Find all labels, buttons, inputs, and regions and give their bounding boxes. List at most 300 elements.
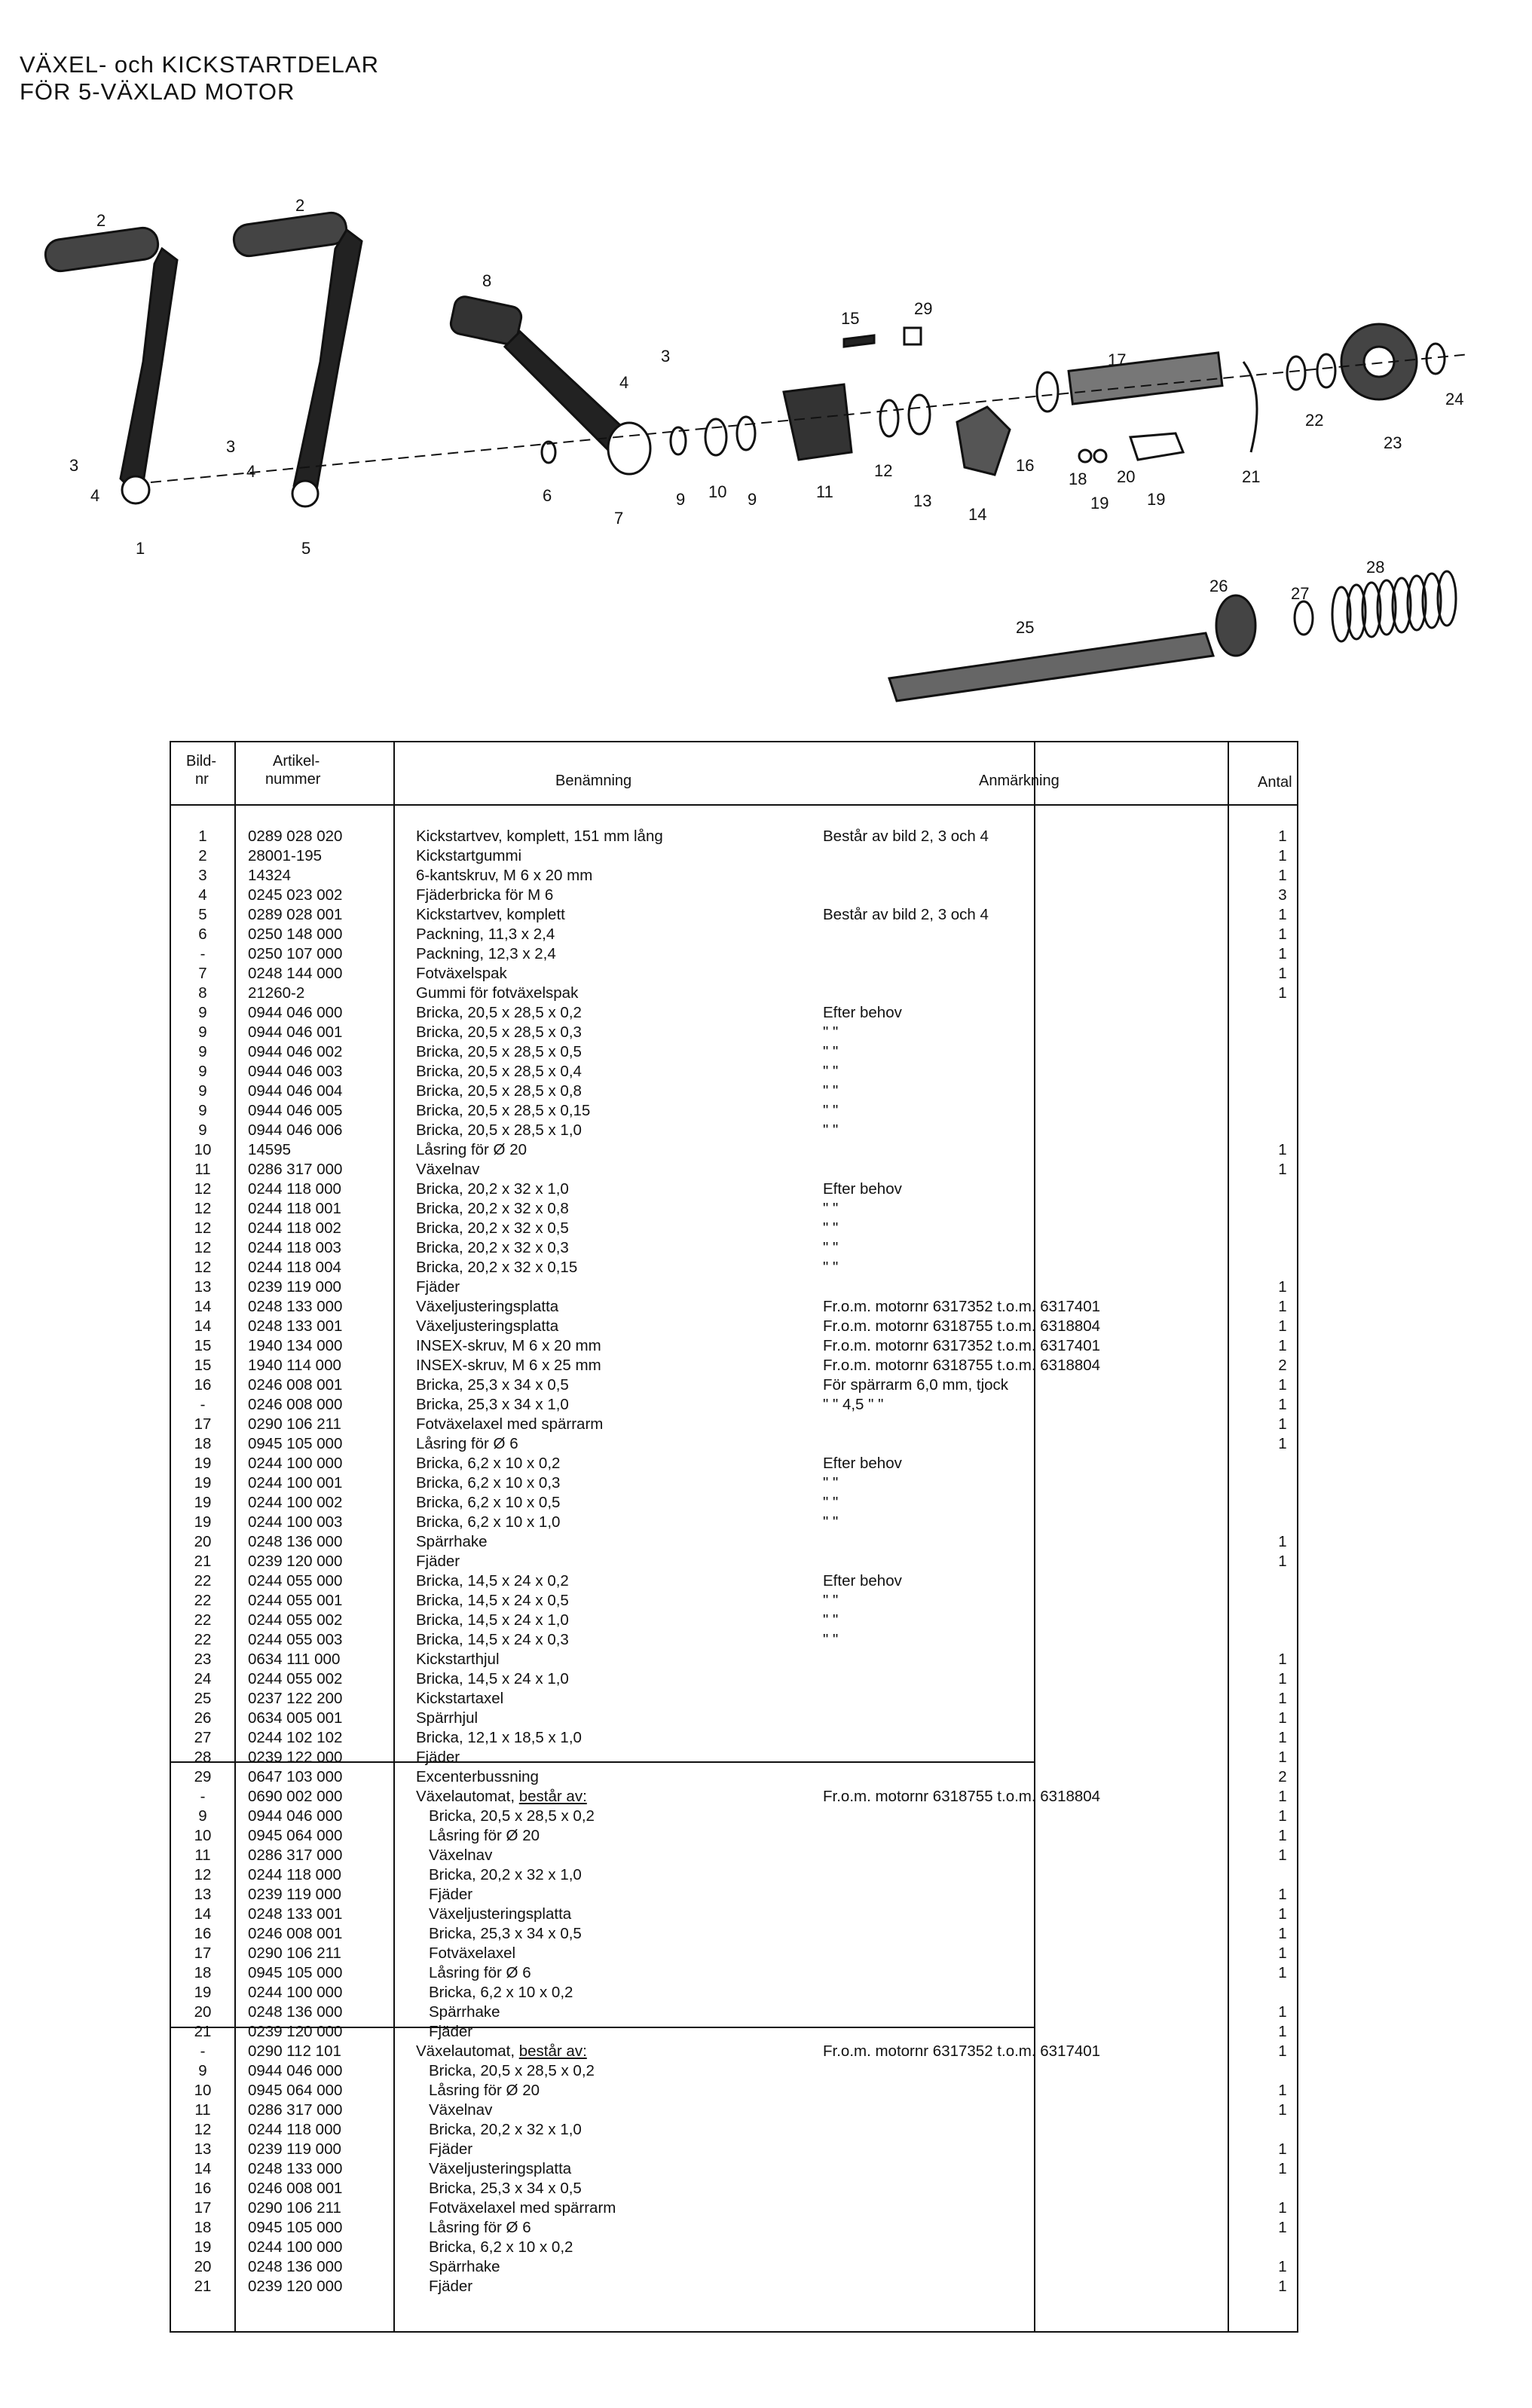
row-antal: 1 xyxy=(1278,945,1287,962)
row-artikelnummer: 28001-195 xyxy=(248,847,323,864)
row-anmarkning: " " xyxy=(823,1474,839,1492)
row-artikelnummer: 0246 008 000 xyxy=(248,1396,343,1413)
table-row xyxy=(171,1630,1297,1650)
table-row xyxy=(171,1062,1297,1082)
row-artikelnummer: 0239 119 000 xyxy=(248,2140,341,2158)
table-row xyxy=(171,1160,1297,1180)
row-benamning: Bricka, 20,2 x 32 x 1,0 xyxy=(429,1866,582,1883)
table-row xyxy=(171,1356,1297,1375)
row-bild-nr: 17 xyxy=(194,1415,212,1433)
row-benamning: Bricka, 14,5 x 24 x 1,0 xyxy=(416,1670,569,1687)
row-artikelnummer: 0244 100 003 xyxy=(248,1513,343,1531)
row-antal: 1 xyxy=(1278,906,1287,923)
row-artikelnummer: 0244 118 000 xyxy=(248,1180,341,1198)
row-artikelnummer: 0244 055 002 xyxy=(248,1611,343,1629)
row-artikelnummer: 0248 133 001 xyxy=(248,1905,343,1923)
kickstart-lever-1-drawing xyxy=(44,226,177,503)
row-artikelnummer: 0237 122 200 xyxy=(248,1690,343,1707)
row-benamning: Bricka, 14,5 x 24 x 0,2 xyxy=(416,1572,569,1590)
row-bild-nr: 13 xyxy=(194,1886,212,1903)
row-artikelnummer: 0286 317 000 xyxy=(248,1847,343,1864)
row-bild-nr: 21 xyxy=(194,2278,212,2295)
row-benamning: Gummi för fotväxelspak xyxy=(416,984,579,1002)
row-artikelnummer: 0945 064 000 xyxy=(248,2082,343,2099)
row-antal: 1 xyxy=(1278,1337,1287,1354)
row-bild-nr: 12 xyxy=(194,1259,212,1276)
row-antal: 1 xyxy=(1278,1729,1287,1746)
row-anmarkning: " " xyxy=(823,1121,839,1139)
header-bild-2: nr xyxy=(195,771,209,788)
row-artikelnummer: 0944 046 000 xyxy=(248,1004,343,1021)
row-bild-nr: 19 xyxy=(194,1984,212,2001)
row-artikelnummer: 0246 008 001 xyxy=(248,1376,343,1394)
diagram-label: 8 xyxy=(482,271,492,290)
header-anmarkning: Anmärkning xyxy=(979,773,1060,789)
row-artikelnummer: 0245 023 002 xyxy=(248,886,343,904)
row-bild-nr: 9 xyxy=(198,2062,207,2079)
row-benamning: Bricka, 20,5 x 28,5 x 0,3 xyxy=(416,1023,582,1041)
diagram-label: 19 xyxy=(1090,494,1109,513)
row-benamning: Låsring för Ø 6 xyxy=(429,1964,531,1981)
row-bild-nr: 21 xyxy=(194,1553,212,1570)
table-row xyxy=(171,1415,1297,1434)
row-bild-nr: 29 xyxy=(194,1768,212,1785)
table-row xyxy=(171,1473,1297,1493)
diagram-label: 28 xyxy=(1366,558,1385,577)
row-anmarkning: Består av bild 2, 3 och 4 xyxy=(823,906,989,923)
row-bild-nr: 19 xyxy=(194,1474,212,1492)
row-bild-nr: 27 xyxy=(194,1729,212,1746)
row-bild-nr: 21 xyxy=(194,2023,212,2040)
group-title: Växelautomat, xyxy=(416,1788,519,1805)
row-artikelnummer: 0290 106 211 xyxy=(248,1415,341,1433)
row-benamning: Fjäder xyxy=(429,1886,473,1903)
diagram-label: 1 xyxy=(136,539,145,558)
table-row xyxy=(171,1571,1297,1591)
table-row xyxy=(171,1611,1297,1630)
row-artikelnummer: 0248 136 000 xyxy=(248,1533,343,1550)
table-row xyxy=(171,1454,1297,1473)
table-row xyxy=(171,1493,1297,1513)
row-anmarkning: Fr.o.m. motornr 6318755 t.o.m. 6318804 xyxy=(823,1788,1101,1805)
row-artikelnummer: 0286 317 000 xyxy=(248,2101,343,2119)
row-benamning: Växelnav xyxy=(429,2101,493,2119)
table-row xyxy=(171,1826,1297,1846)
row-antal: 1 xyxy=(1278,1317,1287,1335)
group-title-consists-of: består av: xyxy=(518,1788,587,1805)
row-bild-nr: 17 xyxy=(194,2199,212,2217)
spring-28-drawing xyxy=(1332,571,1456,641)
row-benamning: 6-kantskruv, M 6 x 20 mm xyxy=(416,867,593,884)
table-row xyxy=(171,1963,1297,1983)
row-bild-nr: - xyxy=(200,1396,206,1413)
row-benamning: Bricka, 20,2 x 32 x 0,8 xyxy=(416,1200,569,1217)
table-row xyxy=(171,1336,1297,1356)
row-anmarkning: " " xyxy=(823,1259,839,1276)
row-anmarkning: Efter behov xyxy=(823,1455,902,1472)
row-artikelnummer: 1940 114 000 xyxy=(248,1357,341,1374)
row-bild-nr: 9 xyxy=(198,1043,207,1060)
diagram-label: 19 xyxy=(1147,490,1166,509)
diagram-label: 24 xyxy=(1445,390,1464,408)
row-bild-nr: 10 xyxy=(194,1827,212,1844)
diagram-label: 7 xyxy=(614,509,624,528)
table-row xyxy=(171,2081,1297,2100)
table-row xyxy=(171,1121,1297,1140)
row-antal: 1 xyxy=(1278,2278,1287,2295)
row-bild-nr: 9 xyxy=(198,1121,207,1139)
row-artikelnummer: 0246 008 001 xyxy=(248,1925,343,1942)
row-artikelnummer: 0248 136 000 xyxy=(248,2258,343,2275)
row-benamning: Låsring för Ø 20 xyxy=(416,1141,527,1158)
row-antal: 1 xyxy=(1278,2199,1287,2217)
row-bild-nr: 6 xyxy=(198,926,207,943)
row-antal: 1 xyxy=(1278,1749,1287,1766)
row-artikelnummer: 0634 005 001 xyxy=(248,1709,343,1727)
row-artikelnummer: 0289 028 001 xyxy=(248,906,343,923)
row-anmarkning: Fr.o.m. motornr 6317352 t.o.m. 6317401 xyxy=(823,2042,1101,2060)
row-benamning: Bricka, 14,5 x 24 x 1,0 xyxy=(416,1611,569,1629)
row-bild-nr: 1 xyxy=(198,828,207,845)
table-row xyxy=(171,1180,1297,1199)
row-artikelnummer: 0244 118 000 xyxy=(248,1866,341,1883)
title-line-2: FÖR 5-VÄXLAD MOTOR xyxy=(20,78,295,105)
diagram-label: 10 xyxy=(708,482,727,501)
row-benamning: Växelnav xyxy=(429,1847,493,1864)
row-bild-nr: 20 xyxy=(194,2003,212,2021)
row-artikelnummer: 14324 xyxy=(248,867,292,884)
table-row xyxy=(171,2277,1297,2296)
row-bild-nr: 12 xyxy=(194,1866,212,1883)
row-antal: 1 xyxy=(1278,2258,1287,2275)
row-anmarkning: Efter behov xyxy=(823,1004,902,1021)
row-artikelnummer: 0944 046 006 xyxy=(248,1121,343,1139)
table-row xyxy=(171,1865,1297,1885)
table-row xyxy=(171,944,1297,964)
row-anmarkning: " " 4,5 " " xyxy=(823,1396,884,1413)
row-antal: 1 xyxy=(1278,1278,1287,1296)
row-bild-nr: 5 xyxy=(198,906,207,923)
row-anmarkning: " " xyxy=(823,1592,839,1609)
row-antal: 1 xyxy=(1278,1396,1287,1413)
row-antal: 1 xyxy=(1278,1886,1287,1903)
table-row xyxy=(171,1767,1297,1787)
row-anmarkning: " " xyxy=(823,1200,839,1217)
row-benamning: Bricka, 20,2 x 32 x 1,0 xyxy=(429,2121,582,2138)
row-artikelnummer: 0248 133 001 xyxy=(248,1317,343,1335)
table-row xyxy=(171,2003,1297,2022)
table-row xyxy=(171,1375,1297,1395)
row-bild-nr: 9 xyxy=(198,1004,207,1021)
row-bild-nr: 22 xyxy=(194,1592,212,1609)
row-bild-nr: 14 xyxy=(194,1905,212,1923)
row-benamning: Bricka, 25,3 x 34 x 0,5 xyxy=(429,1925,582,1942)
row-artikelnummer: 0945 105 000 xyxy=(248,1435,343,1452)
row-benamning: Fjäder xyxy=(429,2278,473,2295)
row-benamning: Fotväxelaxel med spärrarm xyxy=(429,2199,616,2217)
row-benamning: Bricka, 20,5 x 28,5 x 0,15 xyxy=(416,1102,591,1119)
row-benamning: Fjäder xyxy=(416,1278,460,1296)
row-bild-nr: 14 xyxy=(194,2160,212,2177)
row-artikelnummer: 0248 136 000 xyxy=(248,2003,343,2021)
row-anmarkning: Efter behov xyxy=(823,1572,902,1590)
row-artikelnummer: 14595 xyxy=(248,1141,292,1158)
row-bild-nr: 10 xyxy=(194,1141,212,1158)
row-antal: 1 xyxy=(1278,2082,1287,2099)
row-antal: 1 xyxy=(1278,2219,1287,2236)
row-artikelnummer: 0239 120 000 xyxy=(248,2278,343,2295)
row-benamning: Kickstartgummi xyxy=(416,847,522,864)
row-artikelnummer: 0244 100 000 xyxy=(248,2238,343,2256)
table-row xyxy=(171,2100,1297,2120)
table-row xyxy=(171,1689,1297,1709)
diagram-label: 2 xyxy=(96,211,106,230)
row-bild-nr: 9 xyxy=(198,1102,207,1119)
row-benamning: Bricka, 6,2 x 10 x 0,2 xyxy=(429,1984,573,2001)
row-artikelnummer: 0248 133 000 xyxy=(248,2160,343,2177)
table-row xyxy=(171,1924,1297,1944)
table-row xyxy=(171,886,1297,905)
row-bild-nr: 10 xyxy=(194,2082,212,2099)
table-row xyxy=(171,1669,1297,1689)
row-anmarkning: För spärrarm 6,0 mm, tjock xyxy=(823,1376,1009,1394)
row-artikelnummer: 0239 120 000 xyxy=(248,2023,343,2040)
diagram-label: 5 xyxy=(301,539,311,558)
diagram-labels xyxy=(69,196,1463,637)
diagram-label: 21 xyxy=(1242,467,1261,486)
row-benamning: Fotväxelspak xyxy=(416,965,507,982)
row-benamning: Bricka, 6,2 x 10 x 0,3 xyxy=(416,1474,561,1492)
row-benamning: Växeljusteringsplatta xyxy=(416,1317,559,1335)
row-bild-nr: 4 xyxy=(198,886,207,904)
row-antal: 1 xyxy=(1278,1905,1287,1923)
row-bild-nr: - xyxy=(200,2042,206,2060)
header-bild-1: Bild- xyxy=(186,753,217,770)
row-bild-nr: 11 xyxy=(194,1161,211,1178)
row-bild-nr: 20 xyxy=(194,1533,212,1550)
row-benamning: Bricka, 14,5 x 24 x 0,5 xyxy=(416,1592,569,1609)
row-artikelnummer: 0248 133 000 xyxy=(248,1298,343,1315)
row-antal: 1 xyxy=(1278,1298,1287,1315)
row-antal: 1 xyxy=(1278,1847,1287,1864)
row-artikelnummer: 0244 100 002 xyxy=(248,1494,343,1511)
diagram-label: 25 xyxy=(1016,618,1035,637)
row-artikelnummer: 0250 148 000 xyxy=(248,926,343,943)
row-bild-nr: 9 xyxy=(198,1082,207,1100)
row-bild-nr: 18 xyxy=(194,1964,212,1981)
row-artikelnummer: 0250 107 000 xyxy=(248,945,343,962)
row-anmarkning: Fr.o.m. motornr 6318755 t.o.m. 6318804 xyxy=(823,1317,1101,1335)
table-row xyxy=(171,1317,1297,1336)
row-antal: 2 xyxy=(1278,1357,1287,1374)
row-antal: 1 xyxy=(1278,2160,1287,2177)
diagram-label: 2 xyxy=(295,196,305,215)
diagram-label: 23 xyxy=(1384,433,1402,452)
row-bild-nr: 8 xyxy=(198,984,207,1002)
row-antal: 1 xyxy=(1278,1651,1287,1668)
row-anmarkning: " " xyxy=(823,1082,839,1100)
row-benamning: Packning, 12,3 x 2,4 xyxy=(416,945,556,962)
row-benamning: INSEX-skruv, M 6 x 20 mm xyxy=(416,1337,601,1354)
row-benamning: Fotväxelaxel med spärrarm xyxy=(416,1415,604,1433)
row-antal: 1 xyxy=(1278,1141,1287,1158)
diagram-label: 26 xyxy=(1209,577,1228,595)
row-benamning: Bricka, 20,5 x 28,5 x 0,5 xyxy=(416,1043,582,1060)
row-artikelnummer: 0945 064 000 xyxy=(248,1827,343,1844)
table-row xyxy=(171,2257,1297,2277)
row-antal: 1 xyxy=(1278,847,1287,864)
row-antal: 1 xyxy=(1278,1690,1287,1707)
row-bild-nr: 2 xyxy=(198,847,207,864)
row-artikelnummer: 0244 102 102 xyxy=(248,1729,343,1746)
row-artikelnummer: 0239 119 000 xyxy=(248,1886,341,1903)
row-bild-nr: 11 xyxy=(194,1847,211,1864)
row-benamning: Växeljusteringsplatta xyxy=(429,1905,572,1923)
table-row xyxy=(171,846,1297,866)
row-bild-nr: 18 xyxy=(194,1435,212,1452)
row-artikelnummer: 0634 111 000 xyxy=(248,1651,341,1668)
row-artikelnummer: 0944 046 004 xyxy=(248,1082,343,1100)
row-antal: 1 xyxy=(1278,926,1287,943)
row-artikelnummer: 0289 028 020 xyxy=(248,828,343,845)
row-benamning: Bricka, 20,2 x 32 x 0,5 xyxy=(416,1219,569,1237)
row-artikelnummer: 0248 144 000 xyxy=(248,965,343,982)
row-benamning: Växeljusteringsplatta xyxy=(416,1298,559,1315)
table-row xyxy=(171,2238,1297,2257)
row-benamning: INSEX-skruv, M 6 x 25 mm xyxy=(416,1357,601,1374)
row-artikelnummer: 0647 103 000 xyxy=(248,1768,343,1785)
row-bild-nr: 23 xyxy=(194,1651,212,1668)
row-bild-nr: 22 xyxy=(194,1631,212,1648)
row-anmarkning: Består av bild 2, 3 och 4 xyxy=(823,828,989,845)
table-row xyxy=(171,1748,1297,1767)
page-title xyxy=(20,51,379,106)
row-bild-nr: 9 xyxy=(198,1023,207,1041)
row-bild-nr: 19 xyxy=(194,2238,212,2256)
table-row xyxy=(171,1101,1297,1121)
row-benamning: Bricka, 20,5 x 28,5 x 1,0 xyxy=(416,1121,582,1139)
row-antal: 1 xyxy=(1278,1533,1287,1550)
table-row xyxy=(171,2022,1297,2042)
table-row xyxy=(171,2179,1297,2198)
table-row xyxy=(171,1140,1297,1160)
row-benamning: Låsring för Ø 6 xyxy=(416,1435,518,1452)
row-benamning: Kickstarthjul xyxy=(416,1651,500,1668)
row-artikelnummer: 1940 134 000 xyxy=(248,1337,343,1354)
table-row xyxy=(171,1023,1297,1042)
row-antal: 1 xyxy=(1278,1435,1287,1452)
row-artikelnummer: 0944 046 003 xyxy=(248,1063,343,1080)
row-artikelnummer: 0290 106 211 xyxy=(248,2199,341,2217)
row-antal: 1 xyxy=(1278,1709,1287,1727)
row-artikelnummer: 0246 008 001 xyxy=(248,2180,343,2197)
table-row xyxy=(171,1219,1297,1238)
row-bild-nr: 22 xyxy=(194,1572,212,1590)
row-benamning: Packning, 11,3 x 2,4 xyxy=(416,926,555,943)
table-row xyxy=(171,1082,1297,1101)
row-bild-nr: 19 xyxy=(194,1513,212,1531)
row-artikelnummer: 0690 002 000 xyxy=(248,1788,343,1805)
row-antal: 1 xyxy=(1278,1964,1287,1981)
row-anmarkning: " " xyxy=(823,1023,839,1041)
table-row xyxy=(171,2159,1297,2179)
table-row xyxy=(171,2061,1297,2081)
diagram-label: 11 xyxy=(816,482,833,501)
row-artikelnummer: 0944 046 000 xyxy=(248,1807,343,1825)
row-benamning: Bricka, 20,2 x 32 x 0,15 xyxy=(416,1259,578,1276)
group-title-consists-of: består av: xyxy=(518,2042,587,2060)
table-row xyxy=(171,1513,1297,1532)
row-bild-nr: 15 xyxy=(194,1357,212,1374)
row-benamning: Bricka, 20,5 x 28,5 x 0,2 xyxy=(429,1807,595,1825)
row-antal: 1 xyxy=(1278,867,1287,884)
row-benamning: Bricka, 25,3 x 34 x 0,5 xyxy=(416,1376,569,1394)
row-benamning: Bricka, 25,3 x 34 x 1,0 xyxy=(416,1396,569,1413)
row-bild-nr: 19 xyxy=(194,1455,212,1472)
row-antal: 1 xyxy=(1278,1944,1287,1962)
diagram-label: 13 xyxy=(913,491,932,510)
diagram-label: 15 xyxy=(841,309,860,328)
row-bild-nr: - xyxy=(200,945,206,962)
row-bild-nr: 16 xyxy=(194,2180,212,2197)
row-bild-nr: 9 xyxy=(198,1807,207,1825)
row-anmarkning: " " xyxy=(823,1611,839,1629)
table-row xyxy=(171,1709,1297,1728)
row-bild-nr: 9 xyxy=(198,1063,207,1080)
row-bild-nr: - xyxy=(200,1788,206,1805)
row-artikelnummer: 0944 046 000 xyxy=(248,2062,343,2079)
group-title: Växelautomat, xyxy=(416,2042,519,2060)
row-artikelnummer: 0244 100 000 xyxy=(248,1455,343,1472)
diagram-label: 12 xyxy=(874,461,893,480)
row-artikelnummer: 0944 046 002 xyxy=(248,1043,343,1060)
row-bild-nr: 15 xyxy=(194,1337,212,1354)
row-bild-nr: 3 xyxy=(198,867,207,884)
row-artikelnummer: 0239 119 000 xyxy=(248,1278,341,1296)
row-artikelnummer: 0286 317 000 xyxy=(248,1161,343,1178)
row-anmarkning: " " xyxy=(823,1239,839,1256)
row-bild-nr: 20 xyxy=(194,2258,212,2275)
diagram-label: 3 xyxy=(226,437,236,456)
row-benamning: Bricka, 25,3 x 34 x 0,5 xyxy=(429,2180,582,2197)
table-row xyxy=(171,827,1297,846)
table-row xyxy=(171,1532,1297,1552)
table-row xyxy=(171,2198,1297,2218)
row-antal: 1 xyxy=(1278,1553,1287,1570)
row-antal: 1 xyxy=(1278,984,1287,1002)
table-row xyxy=(171,1983,1297,2003)
diagram-label: 22 xyxy=(1305,411,1324,430)
table-row xyxy=(171,984,1297,1003)
row-bild-nr: 14 xyxy=(194,1317,212,1335)
row-bild-nr: 12 xyxy=(194,1219,212,1237)
row-artikelnummer: 0244 100 001 xyxy=(248,1474,343,1492)
table-row xyxy=(171,2218,1297,2238)
table-row xyxy=(171,2042,1297,2061)
diagram-label: 9 xyxy=(748,490,757,509)
row-artikelnummer: 0239 122 000 xyxy=(248,1749,343,1766)
row-artikelnummer: 0944 046 001 xyxy=(248,1023,343,1041)
row-bild-nr: 22 xyxy=(194,1611,212,1629)
row-bild-nr: 24 xyxy=(194,1670,212,1687)
row-benamning: Spärrhake xyxy=(416,1533,488,1550)
row-antal: 1 xyxy=(1278,2101,1287,2119)
row-benamning: Spärrhake xyxy=(429,2003,500,2021)
row-benamning: Växeljusteringsplatta xyxy=(429,2160,572,2177)
row-bild-nr: 14 xyxy=(194,1298,212,1315)
table-row xyxy=(171,866,1297,886)
row-antal: 1 xyxy=(1278,2023,1287,2040)
